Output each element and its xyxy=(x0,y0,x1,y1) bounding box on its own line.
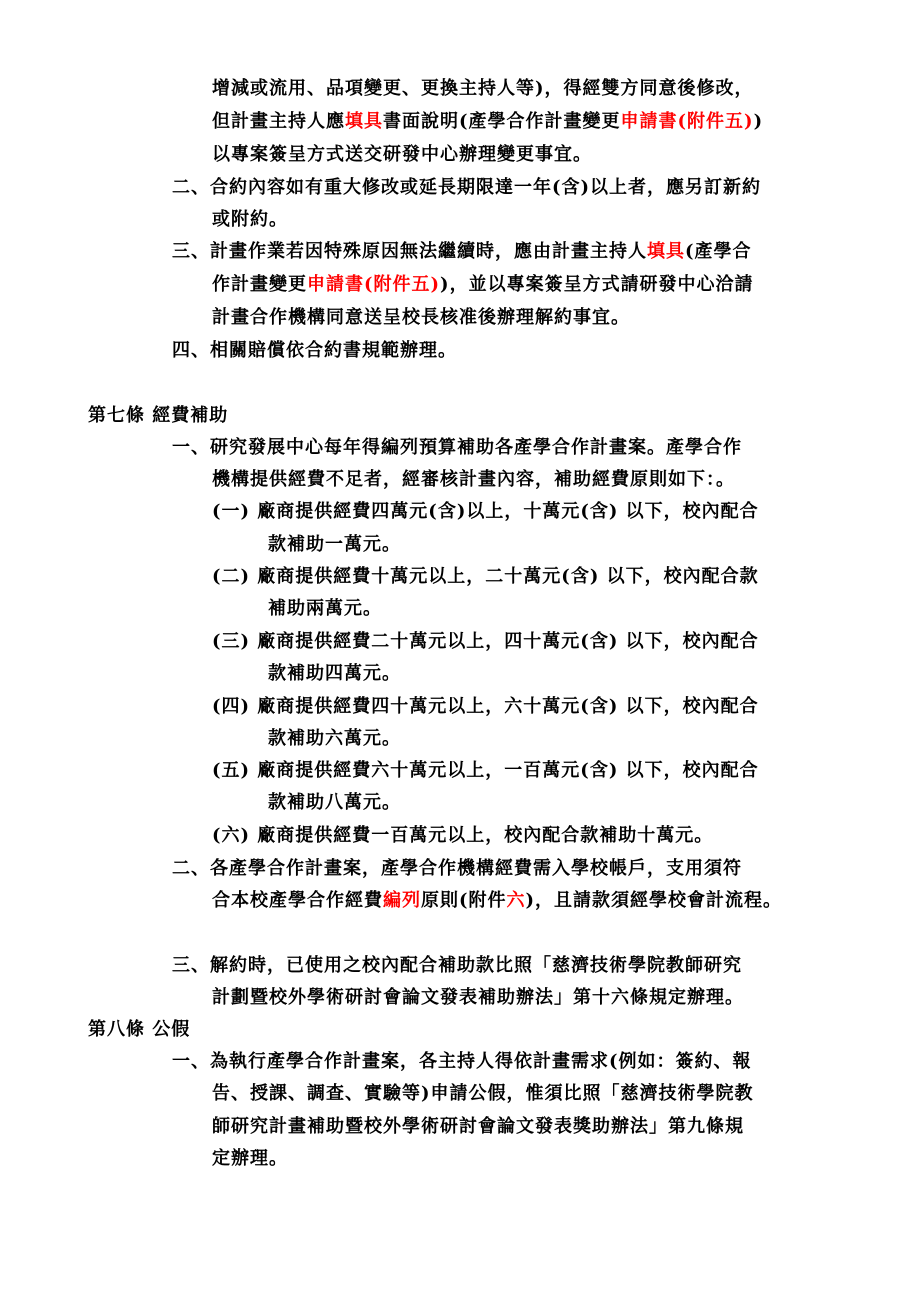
subsidy-item-4-line-2: 款補助六萬元。 xyxy=(268,728,401,749)
art6-cont-line-3: 以專案簽呈方式送交研發中心辦理變更事宜。 xyxy=(212,144,592,165)
art7-item2-line-2 xyxy=(212,889,782,913)
article-8-heading: 第八條 公假 xyxy=(88,1019,191,1040)
art7-item1-line-1: 一、研究發展中心每年得編列預算補助各產學合作計畫案。產學合作 xyxy=(172,437,742,458)
text-span: 作計畫變更 xyxy=(212,274,307,295)
text-span: 但計畫主持人應 xyxy=(212,111,345,132)
art7-item3-line-2: 計劃暨校外學術研討會論文發表補助辦法」第十六條規定辦理。 xyxy=(212,987,744,1008)
text-span: ) xyxy=(753,111,764,132)
highlight-text: 六 xyxy=(506,890,526,911)
text-span: 書面說明(產學合作計畫變更 xyxy=(383,111,621,132)
art8-item1-line-3: 師研究計畫補助暨校外學術研討會論文發表獎助辦法」第九條規 xyxy=(212,1116,744,1137)
text-span: 三、計畫作業若因特殊原因無法繼續時，應由計畫主持人 xyxy=(172,241,647,262)
art8-item1-line-1: 一、為執行產學合作計畫案，各主持人得依計畫需求(例如：簽約、報 xyxy=(172,1051,752,1072)
subsidy-item-3-line-2: 款補助四萬元。 xyxy=(268,663,401,684)
text-span: 合本校產學合作經費 xyxy=(212,890,383,911)
subsidy-item-3-line-1: (三) 廠商提供經費二十萬元以上，四十萬元(含) 以下，校內配合 xyxy=(212,631,759,652)
subsidy-item-2-line-1: (二) 廠商提供經費十萬元以上，二十萬元(含) 以下，校內配合款 xyxy=(212,566,759,587)
highlight-text: 申請書(附件五) xyxy=(620,111,754,132)
art6-item4-line-1: 四、相關賠償依合約書規範辦理。 xyxy=(172,340,457,361)
text-span: (產學合 xyxy=(685,241,752,262)
art8-item1-line-4: 定辦理。 xyxy=(212,1148,288,1169)
subsidy-item-5-line-1: (五) 廠商提供經費六十萬元以上，一百萬元(含) 以下，校內配合 xyxy=(212,760,759,781)
art7-item2-line-1: 二、各產學合作計畫案，產學合作機構經費需入學校帳戶，支用須符 xyxy=(172,858,742,879)
highlight-text: 填具 xyxy=(647,241,685,262)
text-span: 原則(附件 xyxy=(421,890,507,911)
art6-item3-line-2 xyxy=(212,273,754,297)
subsidy-item-4-line-1: (四) 廠商提供經費四十萬元以上，六十萬元(含) 以下，校內配合 xyxy=(212,696,759,717)
art6-item3-line-1 xyxy=(172,240,752,264)
subsidy-item-1-line-1: (一) 廠商提供經費四萬元(含)以上，十萬元(含) 以下，校內配合 xyxy=(212,501,759,522)
art6-cont-line-1: 增減或流用、品項變更、更換主持人等)，得經雙方同意後修改， xyxy=(212,78,754,99)
art7-item1-line-2: 機構提供經費不足者，經審核計畫內容，補助經費原則如下：。 xyxy=(212,469,735,490)
subsidy-item-6-line-1: (六) 廠商提供經費一百萬元以上，校內配合款補助十萬元。 xyxy=(212,825,714,846)
highlight-text: 填具 xyxy=(345,111,383,132)
highlight-text: 編列 xyxy=(383,890,421,911)
text-span: )，並以專案簽呈方式請研發中心洽請 xyxy=(440,274,754,295)
art7-item3-line-1: 三、解約時，已使用之校內配合補助款比照「慈濟技術學院教師研究 xyxy=(172,955,742,976)
subsidy-item-2-line-2: 補助兩萬元。 xyxy=(268,598,382,619)
subsidy-item-1-line-2: 款補助一萬元。 xyxy=(268,534,401,555)
article-7-heading: 第七條 經費補助 xyxy=(88,405,229,426)
text-span: )，且請款須經學校會計流程。 xyxy=(525,890,783,911)
art8-item1-line-2: 告、授課、調查、實驗等)申請公假，惟須比照「慈濟技術學院教 xyxy=(212,1083,754,1104)
art6-item2-line-2: 或附約。 xyxy=(212,209,288,230)
art6-item2-line-1: 二、合約內容如有重大修改或延長期限達一年(含)以上者，應另訂新約 xyxy=(172,177,762,198)
subsidy-item-5-line-2: 款補助八萬元。 xyxy=(268,792,401,813)
art6-item3-line-3: 計畫合作機構同意送呈校長核准後辦理解約事宜。 xyxy=(212,307,630,328)
highlight-text: 申請書(附件五) xyxy=(307,274,441,295)
art6-cont-line-2 xyxy=(212,110,763,134)
